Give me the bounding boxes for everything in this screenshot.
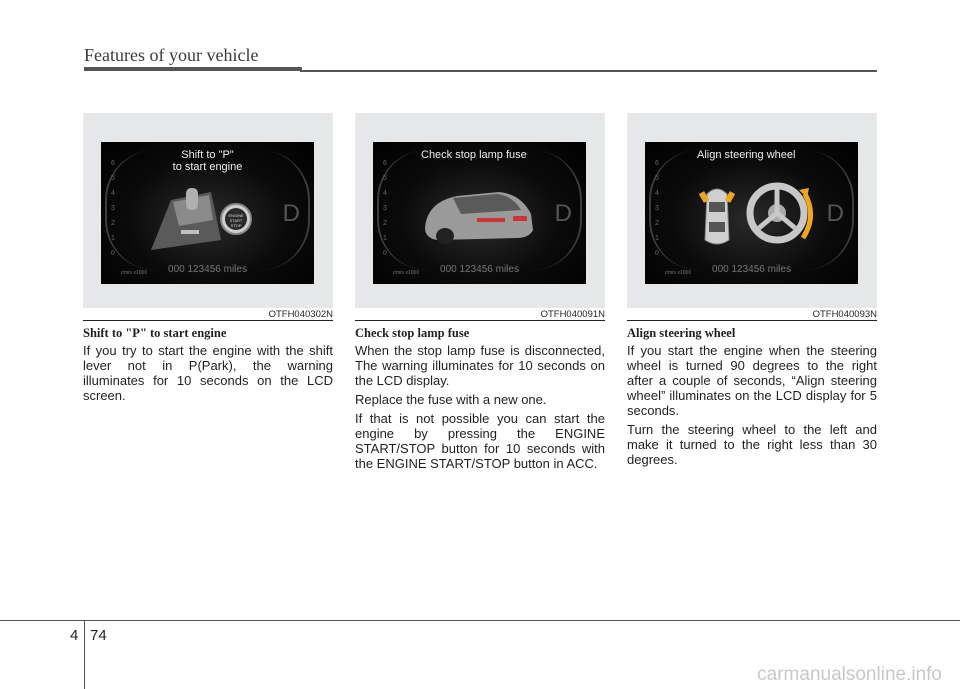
figure-shift-to-park [83,113,333,308]
figure-id-caption: OTFH040091N [355,308,605,321]
section-shift-to-park [83,113,333,403]
section-paragraph: Turn the steering wheel to the left and make it turned to the right less than 30 degrees. [627,422,877,467]
section-align-steering-wheel [627,113,877,467]
watermark: carmanualsonline.info [757,664,942,685]
gear-indicator: D [282,200,300,227]
car-top-view-icon [697,182,737,252]
section-paragraph: If you try to start the engine with the shift lever not in P(Park), the warning illuminates for 10 seconds on the LCD screen. [83,343,333,403]
tachometer-scale: 6 5 4 3 2 1 0 [655,160,659,257]
lcd-screen [101,142,314,284]
svg-text:STOP: STOP [230,223,242,228]
tachometer-scale: 6 5 4 3 2 1 0 [111,160,115,257]
lcd-warning-message [101,149,314,173]
odometer-readout: 000 123456 miles [440,264,519,275]
section-check-stop-lamp-fuse [355,113,605,471]
footer-rule [0,620,960,621]
section-paragraph: Replace the fuse with a new one. [355,392,547,407]
steering-wheel-icon [745,178,817,248]
lcd-warning-message [421,149,586,161]
tachometer-scale: 6 5 4 3 2 1 0 [383,160,387,257]
footer-divider [84,620,85,689]
lcd-screen [645,142,858,284]
chapter-number: 4 [70,627,79,644]
rpm-label: r/min x1000 [665,270,692,276]
figure-id-caption: OTFH040302N [83,308,333,321]
gear-indicator: D [826,200,844,227]
header-rule-thin [300,70,877,72]
figure-check-stop-lamp-fuse [355,113,605,308]
car-rear-illustration [417,180,537,250]
lcd-warning-message [697,149,858,161]
lcd-message-line1: Check stop lamp fuse [421,149,527,161]
svg-text:START: START [229,218,243,223]
odometer-readout: 000 123456 miles [712,264,791,275]
lcd-message-line2: to start engine [172,161,243,173]
page-number: 74 [90,627,107,644]
header-rule-thick [84,67,302,71]
lcd-screen [373,142,586,284]
figure-align-steering-wheel [627,113,877,308]
page-header-title: Features of your vehicle [84,45,259,65]
section-paragraph: If you start the engine when the steering wheel is turned 90 degrees to the right after a couple of seconds, “Align steering wheel” illuminates on the LCD display for 5 seconds. [627,343,877,418]
section-paragraph: When the stop lamp fuse is disconnected, The warning illuminates for 10 seconds on the LCD display. [355,343,605,388]
gear-indicator: D [554,200,572,227]
odometer-readout: 000 123456 miles [168,264,247,275]
section-heading: Check stop lamp fuse [355,326,470,340]
lcd-message-line1: Shift to "P" [181,149,234,161]
section-heading: Align steering wheel [627,326,736,340]
rpm-label: r/min x1000 [393,270,420,276]
svg-text:ENGINE: ENGINE [228,213,244,218]
section-paragraph: If that is not possible you can start the engine by pressing the ENGINE START/STOP button for 10 seconds with the ENGINE START/STOP button in ACC. [355,411,605,471]
section-heading: Shift to "P" to start engine [83,326,227,340]
lcd-message-line1: Align steering wheel [697,149,796,161]
rpm-label: r/min x1000 [121,270,148,276]
figure-id-caption: OTFH040093N [627,308,877,321]
engine-start-stop-button-icon [219,202,253,236]
